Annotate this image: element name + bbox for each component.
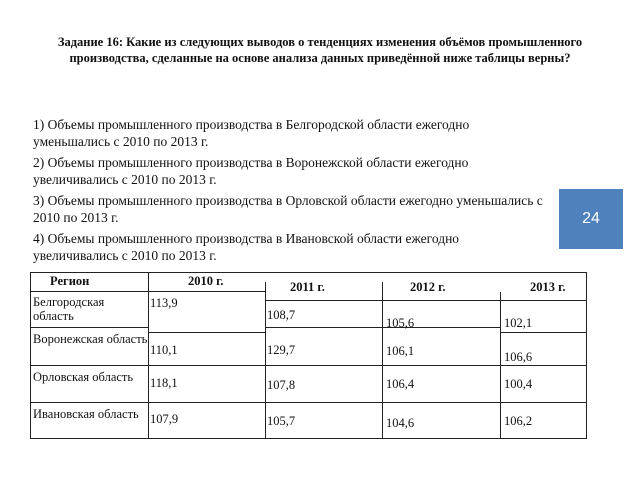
row-label: Воронежская область [33,332,148,346]
table-border [382,402,500,403]
table-cell: 104,6 [386,416,415,430]
table-cell: 105,7 [267,414,296,428]
table-cell: 105,6 [386,316,415,330]
row-label: Белгородская область [33,295,105,323]
table-cell: 129,7 [267,343,296,357]
table-border [30,402,148,403]
option-1: 1) Объемы промышленного производства в Белгородской области ежегодно уменьшались с 2010 по 2013 г. [33,117,470,149]
table-border [30,272,31,439]
table-border [265,365,382,366]
column-header: 2011 г. [290,280,325,294]
table-cell: 108,7 [267,308,296,322]
column-header: 2013 г. [530,280,566,294]
option-4: 4) Объемы промышленного производства в Ивановской области ежегодно увеличивались с 2010 по 2013 г. [33,231,460,263]
table-border [148,365,265,366]
table-cell: 102,1 [504,316,533,330]
table-border [148,291,265,292]
table-border [265,402,382,403]
table-border [148,332,265,333]
table-cell: 118,1 [150,376,178,390]
table-border [500,332,587,333]
production-table [30,272,587,439]
option-2: 2) Объемы промышленного производства в Воронежской области ежегодно увеличивались с 2010 по 2013 г. [33,155,469,187]
table-border [382,365,500,366]
slide-number-badge: 24 [559,189,623,249]
table-cell: 106,2 [504,414,533,428]
column-header: 2012 г. [410,280,446,294]
table-cell: 107,9 [150,412,179,426]
task-title: Задание 16: Какие из следующих выводов о тенденциях изменения объёмов промышленного производства, сделанные на основе анализа данных приведённой ниже таблицы верны? [57,35,583,65]
table-border [586,272,587,439]
table-border [500,402,587,403]
row-label: Орловская область [33,370,134,384]
table-border [382,282,383,439]
table-border [30,291,148,292]
column-header: 2010 г. [188,274,224,288]
table-border [148,402,265,403]
table-border [265,300,382,301]
column-header: Регион [50,274,90,288]
table-border [265,327,382,328]
table-border [148,272,149,439]
table-border [30,327,148,328]
table-cell: 110,1 [150,343,178,357]
table-border [30,272,587,273]
table-border [500,300,587,301]
table-cell: 106,1 [386,344,415,358]
table-border [30,365,148,366]
table-cell: 107,8 [267,378,296,392]
table-cell: 106,4 [386,377,415,391]
table-border [382,300,500,301]
table-cell: 106,6 [504,350,533,364]
option-3: 3) Объемы промышленного производства в Орловской области ежегодно уменьшались с 2010 по 2013 г. [33,193,543,225]
table-border [500,365,587,366]
table-cell: 113,9 [150,296,178,310]
row-label: Ивановская область [33,407,139,421]
answer-options [33,116,543,268]
table-border [265,282,266,439]
table-border [30,438,587,439]
table-cell: 100,4 [504,377,533,391]
